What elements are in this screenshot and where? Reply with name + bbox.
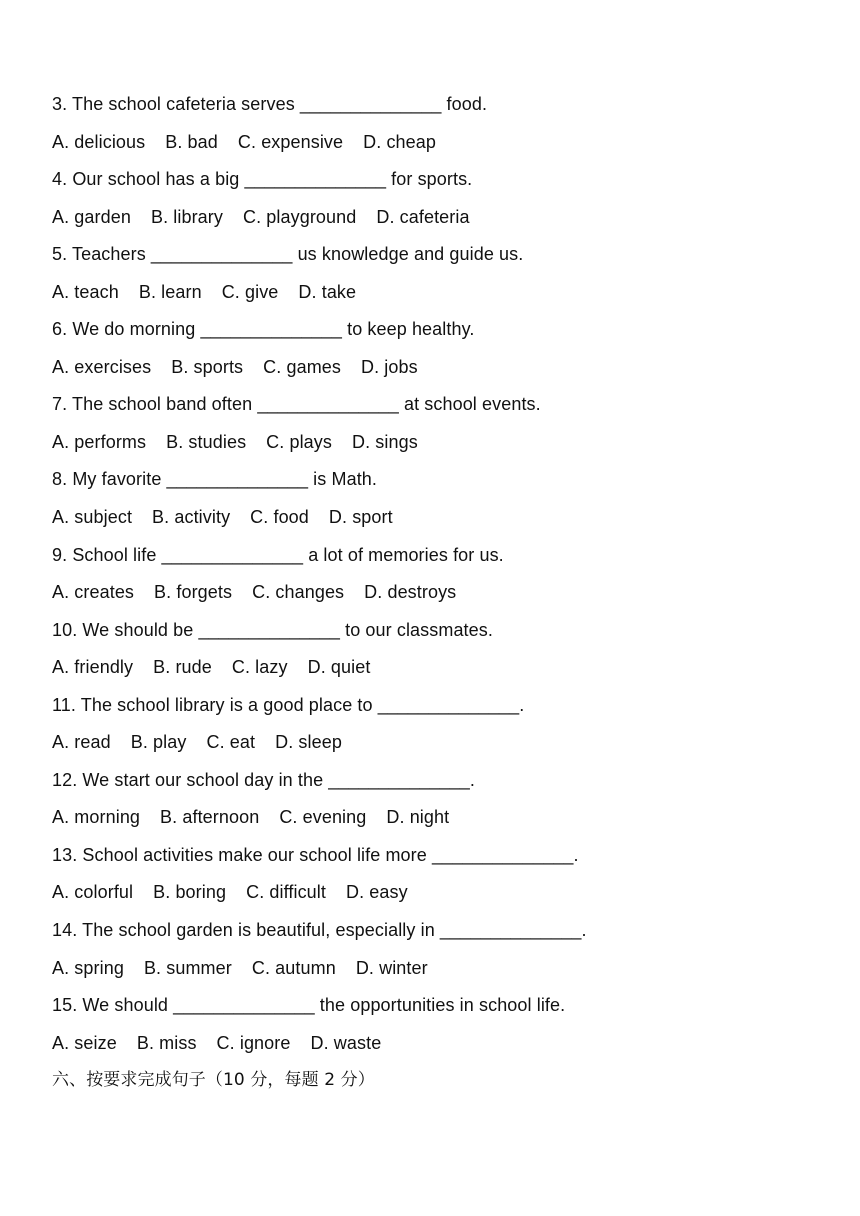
answer-option: B. rude xyxy=(153,657,212,678)
answer-options xyxy=(52,353,832,391)
answer-option: C. playground xyxy=(242,206,357,227)
answer-options xyxy=(52,578,832,616)
answer-option: C. changes xyxy=(252,582,345,603)
answer-option: C. plays xyxy=(266,431,332,452)
answer-option: C. lazy xyxy=(231,657,288,678)
answer-option: D. cafeteria xyxy=(376,206,470,227)
section-heading: 六、按要求完成句子（10 分，每题 2 分） xyxy=(52,1070,375,1091)
answer-options xyxy=(52,203,832,241)
question-stem: 10. We should be ______________ to our classmates. xyxy=(52,619,493,640)
answer-options xyxy=(52,1029,832,1067)
answer-options xyxy=(52,653,832,691)
answer-option: A. read xyxy=(52,732,111,753)
answer-option: D. easy xyxy=(346,882,408,903)
answer-option: D. quiet xyxy=(307,657,371,678)
answer-option: C. expensive xyxy=(237,131,344,152)
answer-options xyxy=(52,428,832,466)
answer-option: A. teach xyxy=(52,281,119,302)
answer-option: C. autumn xyxy=(251,957,336,978)
answer-option: A. delicious xyxy=(52,131,146,152)
question-stem: 4. Our school has a big ______________ for sports. xyxy=(52,169,473,190)
question-stem: 5. Teachers ______________ us knowledge and guide us. xyxy=(52,244,524,265)
answer-option: A. seize xyxy=(52,1032,117,1053)
answer-option: A. friendly xyxy=(52,657,134,678)
answer-options xyxy=(52,954,832,992)
answer-option: C. eat xyxy=(206,732,256,753)
answer-option: C. ignore xyxy=(216,1032,291,1053)
answer-option: D. waste xyxy=(310,1032,382,1053)
answer-option: A. performs xyxy=(52,431,147,452)
answer-options xyxy=(52,803,832,841)
answer-options xyxy=(52,128,832,166)
answer-option: A. exercises xyxy=(52,356,152,377)
answer-option: C. games xyxy=(263,356,341,377)
answer-option: C. difficult xyxy=(246,882,326,903)
answer-option: B. sports xyxy=(171,356,244,377)
answer-option: B. studies xyxy=(166,431,247,452)
answer-option: A. morning xyxy=(52,807,141,828)
answer-option: A. garden xyxy=(52,206,131,227)
answer-option: D. sleep xyxy=(275,732,342,753)
answer-option: A. colorful xyxy=(52,882,134,903)
answer-option: D. jobs xyxy=(361,356,418,377)
answer-option: C. give xyxy=(221,281,279,302)
question-stem: 3. The school cafeteria serves ______________ food. xyxy=(52,94,488,114)
answer-option: B. learn xyxy=(138,281,202,302)
answer-option: B. afternoon xyxy=(160,807,260,828)
question-stem: 9. School life ______________ a lot of memories for us. xyxy=(52,544,504,565)
question-stem: 13. School activities make our school life more ______________. xyxy=(52,844,579,865)
answer-option: C. evening xyxy=(279,807,367,828)
answer-option: A. subject xyxy=(52,507,133,528)
answer-option: D. sings xyxy=(352,431,418,452)
answer-options xyxy=(52,278,832,316)
answer-option: B. miss xyxy=(136,1032,197,1053)
question-stem: 8. My favorite ______________ is Math. xyxy=(52,469,378,490)
question-stem: 11. The school library is a good place to ______________. xyxy=(52,694,525,715)
answer-option: B. boring xyxy=(153,882,227,903)
answer-option: B. forgets xyxy=(154,582,233,603)
answer-option: B. summer xyxy=(143,957,232,978)
answer-option: D. cheap xyxy=(363,131,437,152)
answer-option: A. spring xyxy=(52,957,124,978)
answer-option: D. destroys xyxy=(364,582,457,603)
answer-option: C. food xyxy=(250,507,309,528)
answer-option: D. night xyxy=(386,807,450,828)
question-stem: 12. We start our school day in the ______________. xyxy=(52,769,475,790)
answer-option: B. library xyxy=(150,206,223,227)
question-stem: 14. The school garden is beautiful, especially in ______________. xyxy=(52,920,587,941)
question-stem: 7. The school band often ______________ at school events. xyxy=(52,394,541,415)
answer-option: B. activity xyxy=(152,507,231,528)
question-list xyxy=(52,90,832,1066)
answer-option: D. sport xyxy=(328,507,393,528)
answer-options xyxy=(52,728,832,766)
answer-option: B. play xyxy=(130,732,187,753)
answer-options xyxy=(52,503,832,541)
worksheet-page xyxy=(52,90,832,1104)
answer-option: D. take xyxy=(298,281,357,302)
question-stem: 15. We should ______________ the opportunities in school life. xyxy=(52,995,566,1016)
answer-option: A. creates xyxy=(52,582,135,603)
answer-option: B. bad xyxy=(165,131,218,152)
answer-options xyxy=(52,878,832,916)
answer-option: D. winter xyxy=(355,957,428,978)
question-stem: 6. We do morning ______________ to keep healthy. xyxy=(52,319,475,340)
